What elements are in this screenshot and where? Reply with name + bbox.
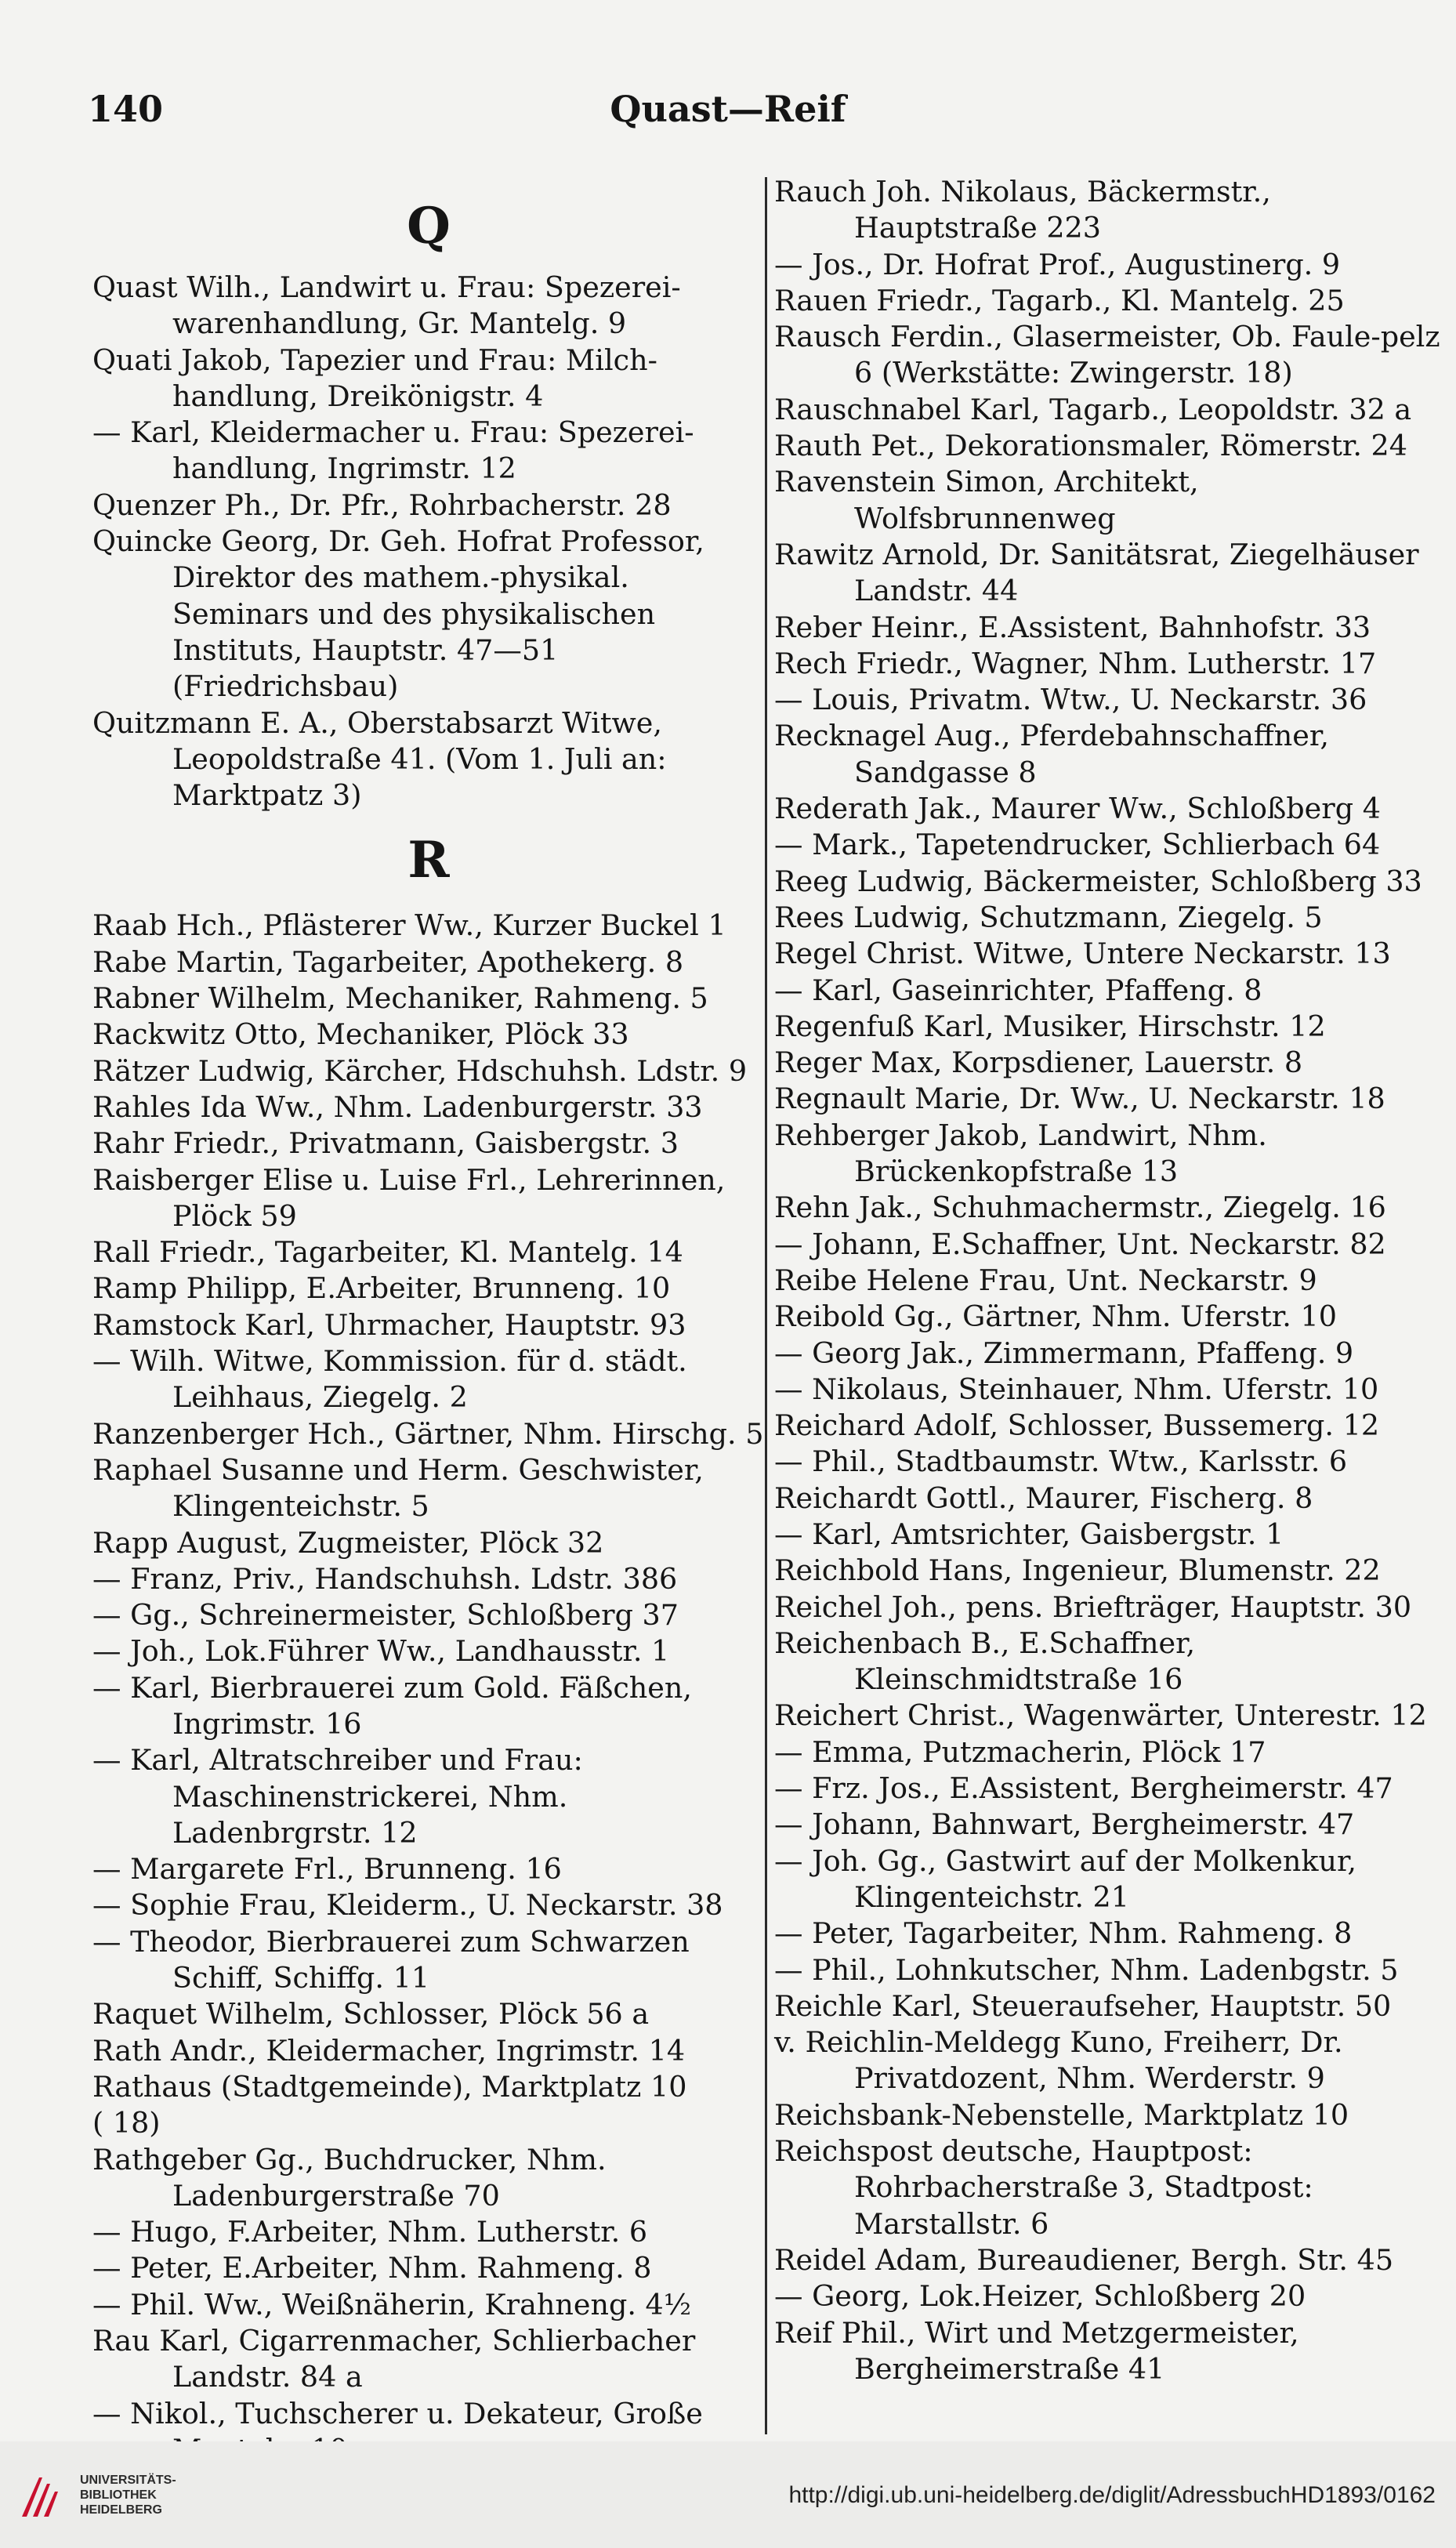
directory-entry: Reger Max, Korpsdiener, Lauerstr. 8 (774, 1046, 1303, 1080)
directory-entry: Reif Phil., Wirt und Metzgermeister, Bergheimerstraße 41 (774, 2315, 1299, 2386)
directory-entry: — Sophie Frau, Kleiderm., U. Neckarstr. 38 (92, 1888, 723, 1923)
directory-entry: — Margarete Frl., Brunneng. 16 (92, 1852, 562, 1887)
directory-entry: Reichbold Hans, Ingenieur, Blumenstr. 22 (774, 1553, 1381, 1588)
directory-entry: Reichenbach B., E.Schaffner, Kleinschmidtstraße 16 (774, 1626, 1196, 1697)
directory-entry: Rahles Ida Ww., Nhm. Ladenburgerstr. 33 (92, 1089, 703, 1124)
directory-entry: Reichert Christ., Wagenwärter, Unterestr. 12 (774, 1698, 1427, 1733)
directory-entry: — Wilh. Witwe, Kommission. für d. städt. Leihhaus, Ziegelg. 2 (92, 1344, 687, 1415)
directory-entry: Recknagel Aug., Pferdebahnschaffner, Sandgasse 8 (774, 719, 1329, 789)
directory-entry: — Louis, Privatm. Wtw., U. Neckarstr. 36 (774, 683, 1367, 717)
r-entries-left (92, 908, 765, 2468)
directory-entry: Raphael Susanne und Herm. Geschwister, Klingenteichstr. 5 (92, 1452, 704, 1524)
directory-entry: Regnault Marie, Dr. Ww., U. Neckarstr. 18 (774, 1082, 1385, 1116)
directory-entry: Rabe Martin, Tagarbeiter, Apothekerg. 8 (92, 944, 684, 979)
directory-entry: — Theodor, Bierbrauerei zum Schwarzen Schiff, Schiffg. 11 (92, 1924, 690, 1995)
directory-entry: — Joh. Gg., Gastwirt auf der Molkenkur, Klingenteichstr. 21 (774, 1843, 1357, 1914)
library-name-line3: HEIDELBERG (80, 2503, 162, 2517)
directory-entry: Reidel Adam, Bureaudiener, Bergh. Str. 45 (774, 2242, 1394, 2277)
directory-entry: Rahr Friedr., Privatmann, Gaisbergstr. 3 (92, 1126, 679, 1161)
directory-entry: Regel Christ. Witwe, Untere Neckarstr. 13 (774, 937, 1391, 971)
column-divider (765, 177, 767, 2434)
directory-entry: — Mark., Tapetendrucker, Schlierbach 64 (774, 828, 1381, 862)
directory-entry: — Georg, Lok.Heizer, Schloßberg 20 (774, 2279, 1306, 2314)
directory-entry: Rawitz Arnold, Dr. Sanitätsrat, Ziegelhäuser Landstr. 44 (774, 537, 1419, 608)
left-column (92, 183, 765, 2468)
directory-entry: — Johann, E.Schaffner, Unt. Neckarstr. 82 (774, 1227, 1386, 1261)
right-column (774, 174, 1445, 2387)
directory-entry: Rech Friedr., Wagner, Nhm. Lutherstr. 17 (774, 646, 1377, 680)
viewer-footer (0, 2441, 1456, 2548)
directory-entry: Rätzer Ludwig, Kärcher, Hdschuhsh. Ldstr. 9 (92, 1053, 748, 1088)
library-name-line2: BIBLIOTHEK (80, 2488, 157, 2502)
directory-entry: Raquet Wilhelm, Schlosser, Plöck 56 a (92, 1997, 650, 2032)
directory-entry: Reichspost deutsche, Hauptpost: Rohrbacherstraße 3, Stadtpost: Marstallstr. 6 (774, 2134, 1313, 2241)
directory-entry: Rackwitz Otto, Mechaniker, Plöck 33 (92, 1017, 629, 1052)
directory-entry: Ramstock Karl, Uhrmacher, Hauptstr. 93 (92, 1307, 686, 1342)
section-letter-r: R (407, 831, 450, 890)
directory-entry: Rauschnabel Karl, Tagarb., Leopoldstr. 32 a (774, 392, 1412, 426)
directory-entry: Rathgeber Gg., Buchdrucker, Nhm. Ladenburgerstraße 70 (92, 2142, 607, 2213)
directory-entry: Rausch Ferdin., Glasermeister, Ob. Faule-pelz 6 (Werkstätte: Zwingerstr. 18) (774, 320, 1440, 390)
directory-entry: Reeg Ludwig, Bäckermeister, Schloßberg 33 (774, 864, 1422, 898)
library-name (80, 2473, 176, 2517)
directory-entry: Rall Friedr., Tagarbeiter, Kl. Mantelg. 14 (92, 1235, 683, 1270)
directory-entry: — Karl, Amtsrichter, Gaisbergstr. 1 (774, 1517, 1284, 1551)
directory-entry: — Hugo, F.Arbeiter, Nhm. Lutherstr. 6 (92, 2215, 648, 2249)
directory-entry: — Peter, E.Arbeiter, Nhm. Rahmeng. 8 (92, 2251, 652, 2285)
directory-entry: Rauen Friedr., Tagarb., Kl. Mantelg. 25 (774, 283, 1345, 317)
directory-entry: — Emma, Putzmacherin, Plöck 17 (774, 1734, 1266, 1769)
directory-entry: — Karl, Bierbrauerei zum Gold. Fäßchen, Ingrimstr. 16 (92, 1670, 692, 1741)
directory-entry: Rau Karl, Cigarrenmacher, Schlierbacher Landstr. 84 a (92, 2324, 696, 2394)
directory-entry: — Gg., Schreinermeister, Schloßberg 37 (92, 1598, 679, 1633)
directory-entry: — Karl, Kleidermacher u. Frau: Spezerei-handlung, Ingrimstr. 12 (92, 415, 694, 486)
directory-entry: — Phil., Lohnkutscher, Nhm. Ladenbgstr. 5 (774, 1952, 1399, 1987)
directory-entry: v. Reichlin-Meldegg Kuno, Freiherr, Dr. Privatdozent, Nhm. Werderstr. 9 (774, 2025, 1343, 2096)
directory-entry: — Franz, Priv., Handschuhsh. Ldstr. 386 (92, 1561, 678, 1596)
directory-entry: Quincke Georg, Dr. Geh. Hofrat Professor, Direktor des mathem.-physikal. Seminars und des physikalischen Instituts, Hauptstr. 47—51 (Friedrichsbau) (92, 524, 704, 704)
directory-entry: Reichard Adolf, Schlosser, Bussemerg. 12 (774, 1408, 1380, 1443)
directory-entry: Quenzer Ph., Dr. Pfr., Rohrbacherstr. 28 (92, 487, 672, 522)
directory-entry: Reber Heinr., E.Assistent, Bahnhofstr. 33 (774, 610, 1371, 644)
directory-entry: Rauth Pet., Dekorationsmaler, Römerstr. 24 (774, 429, 1407, 463)
directory-entry: Rehberger Jakob, Landwirt, Nhm. Brückenkopfstraße 13 (774, 1118, 1267, 1189)
directory-entry: — Karl, Altratschreiber und Frau: Maschinenstrickerei, Nhm. Ladenbrgrstr. 12 (92, 1743, 583, 1850)
directory-entry: — Joh., Lok.Führer Ww., Landhausstr. 1 (92, 1634, 670, 1669)
directory-entry: — Phil. Ww., Weißnäherin, Krahneng. 4½ (92, 2287, 692, 2321)
running-title: Quast—Reif (610, 88, 846, 130)
directory-entry: Regenfuß Karl, Musiker, Hirschstr. 12 (774, 1009, 1326, 1043)
directory-entry: — Nikol., Tuchscherer u. Dekateur, Große (92, 2396, 703, 2430)
page-number: 140 (88, 88, 164, 130)
directory-entry: ( 18) (92, 2106, 161, 2140)
directory-entry: Reichel Joh., pens. Briefträger, Hauptstr. 30 (774, 1589, 1412, 1624)
directory-entry: Quast Wilh., Landwirt u. Frau: Spezerei-warenhandlung, Gr. Mantelg. 9 (92, 270, 681, 341)
directory-entry: — Jos., Dr. Hofrat Prof., Augustinerg. 9 (774, 247, 1341, 281)
directory-entry: Reibold Gg., Gärtner, Nhm. Uferstr. 10 (774, 1299, 1337, 1334)
directory-entry: Quati Jakob, Tapezier und Frau: Milch-handlung, Dreikönigstr. 4 (92, 343, 657, 413)
directory-entry: Rath Andr., Kleidermacher, Ingrimstr. 14 (92, 2033, 686, 2068)
university-library-logo-icon (16, 2471, 66, 2521)
directory-entry: Ravenstein Simon, Architekt, Wolfsbrunnenweg (774, 465, 1199, 535)
directory-entry: — Phil., Stadtbaumstr. Wtw., Karlsstr. 6 (774, 1444, 1348, 1479)
section-letter-q: Q (407, 197, 451, 256)
directory-entry: Reibe Helene Frau, Unt. Neckarstr. 9 (774, 1263, 1317, 1297)
directory-entry: Raab Hch., Pflästerer Ww., Kurzer Buckel 1 (92, 908, 726, 943)
directory-entry: Rederath Jak., Maurer Ww., Schloßberg 4 (774, 792, 1381, 826)
library-name-line1: UNIVERSITÄTS- (80, 2474, 176, 2487)
directory-entry: Rees Ludwig, Schutzmann, Ziegelg. 5 (774, 900, 1323, 934)
directory-entry: — Frz. Jos., E.Assistent, Bergheimerstr. 47 (774, 1771, 1393, 1806)
directory-entry: — Johann, Bahnwart, Bergheimerstr. 47 (774, 1807, 1355, 1842)
directory-entry: Reichardt Gottl., Maurer, Fischerg. 8 (774, 1481, 1313, 1515)
directory-entry: — Nikolaus, Steinhauer, Nhm. Uferstr. 10 (774, 1372, 1379, 1406)
directory-entry: Reichsbank-Nebenstelle, Marktplatz 10 (774, 2097, 1349, 2132)
page-header (0, 88, 1456, 143)
directory-entry: Rauch Joh. Nikolaus, Bäckermstr., Hauptstraße 223 (774, 175, 1271, 245)
directory-entry: Reichle Karl, Steueraufseher, Hauptstr. 50 (774, 1988, 1392, 2023)
directory-entry: — Georg Jak., Zimmermann, Pfaffeng. 9 (774, 1336, 1354, 1370)
directory-entry: Rabner Wilhelm, Mechaniker, Rahmeng. 5 (92, 981, 708, 1016)
directory-entry: Raisberger Elise u. Luise Frl., Lehrerinnen, Plöck 59 (92, 1162, 726, 1233)
directory-entry: Quitzmann E. A., Oberstabsarzt Witwe, Leopoldstraße 41. (Vom 1. Juli an: Marktpatz 3) (92, 705, 667, 813)
r-entries-right (774, 174, 1445, 2387)
directory-entry: Ranzenberger Hch., Gärtner, Nhm. Hirschg. 5 (92, 1416, 764, 1451)
q-entries (92, 270, 765, 814)
directory-entry: Rathaus (Stadtgemeinde), Marktplatz 10 (92, 2069, 687, 2104)
directory-entry: Rapp August, Zugmeister, Plöck 32 (92, 1525, 604, 1560)
directory-entry: Rehn Jak., Schuhmachermstr., Ziegelg. 16 (774, 1191, 1386, 1225)
directory-entry: — Peter, Tagarbeiter, Nhm. Rahmeng. 8 (774, 1916, 1353, 1951)
directory-entry: — Karl, Gaseinrichter, Pfaffeng. 8 (774, 973, 1262, 1007)
permalink-url[interactable]: http://digi.ub.uni-heidelberg.de/diglit/AdressbuchHD1893/0162 (788, 2482, 1436, 2508)
directory-entry: Ramp Philipp, E.Arbeiter, Brunneng. 10 (92, 1271, 671, 1306)
